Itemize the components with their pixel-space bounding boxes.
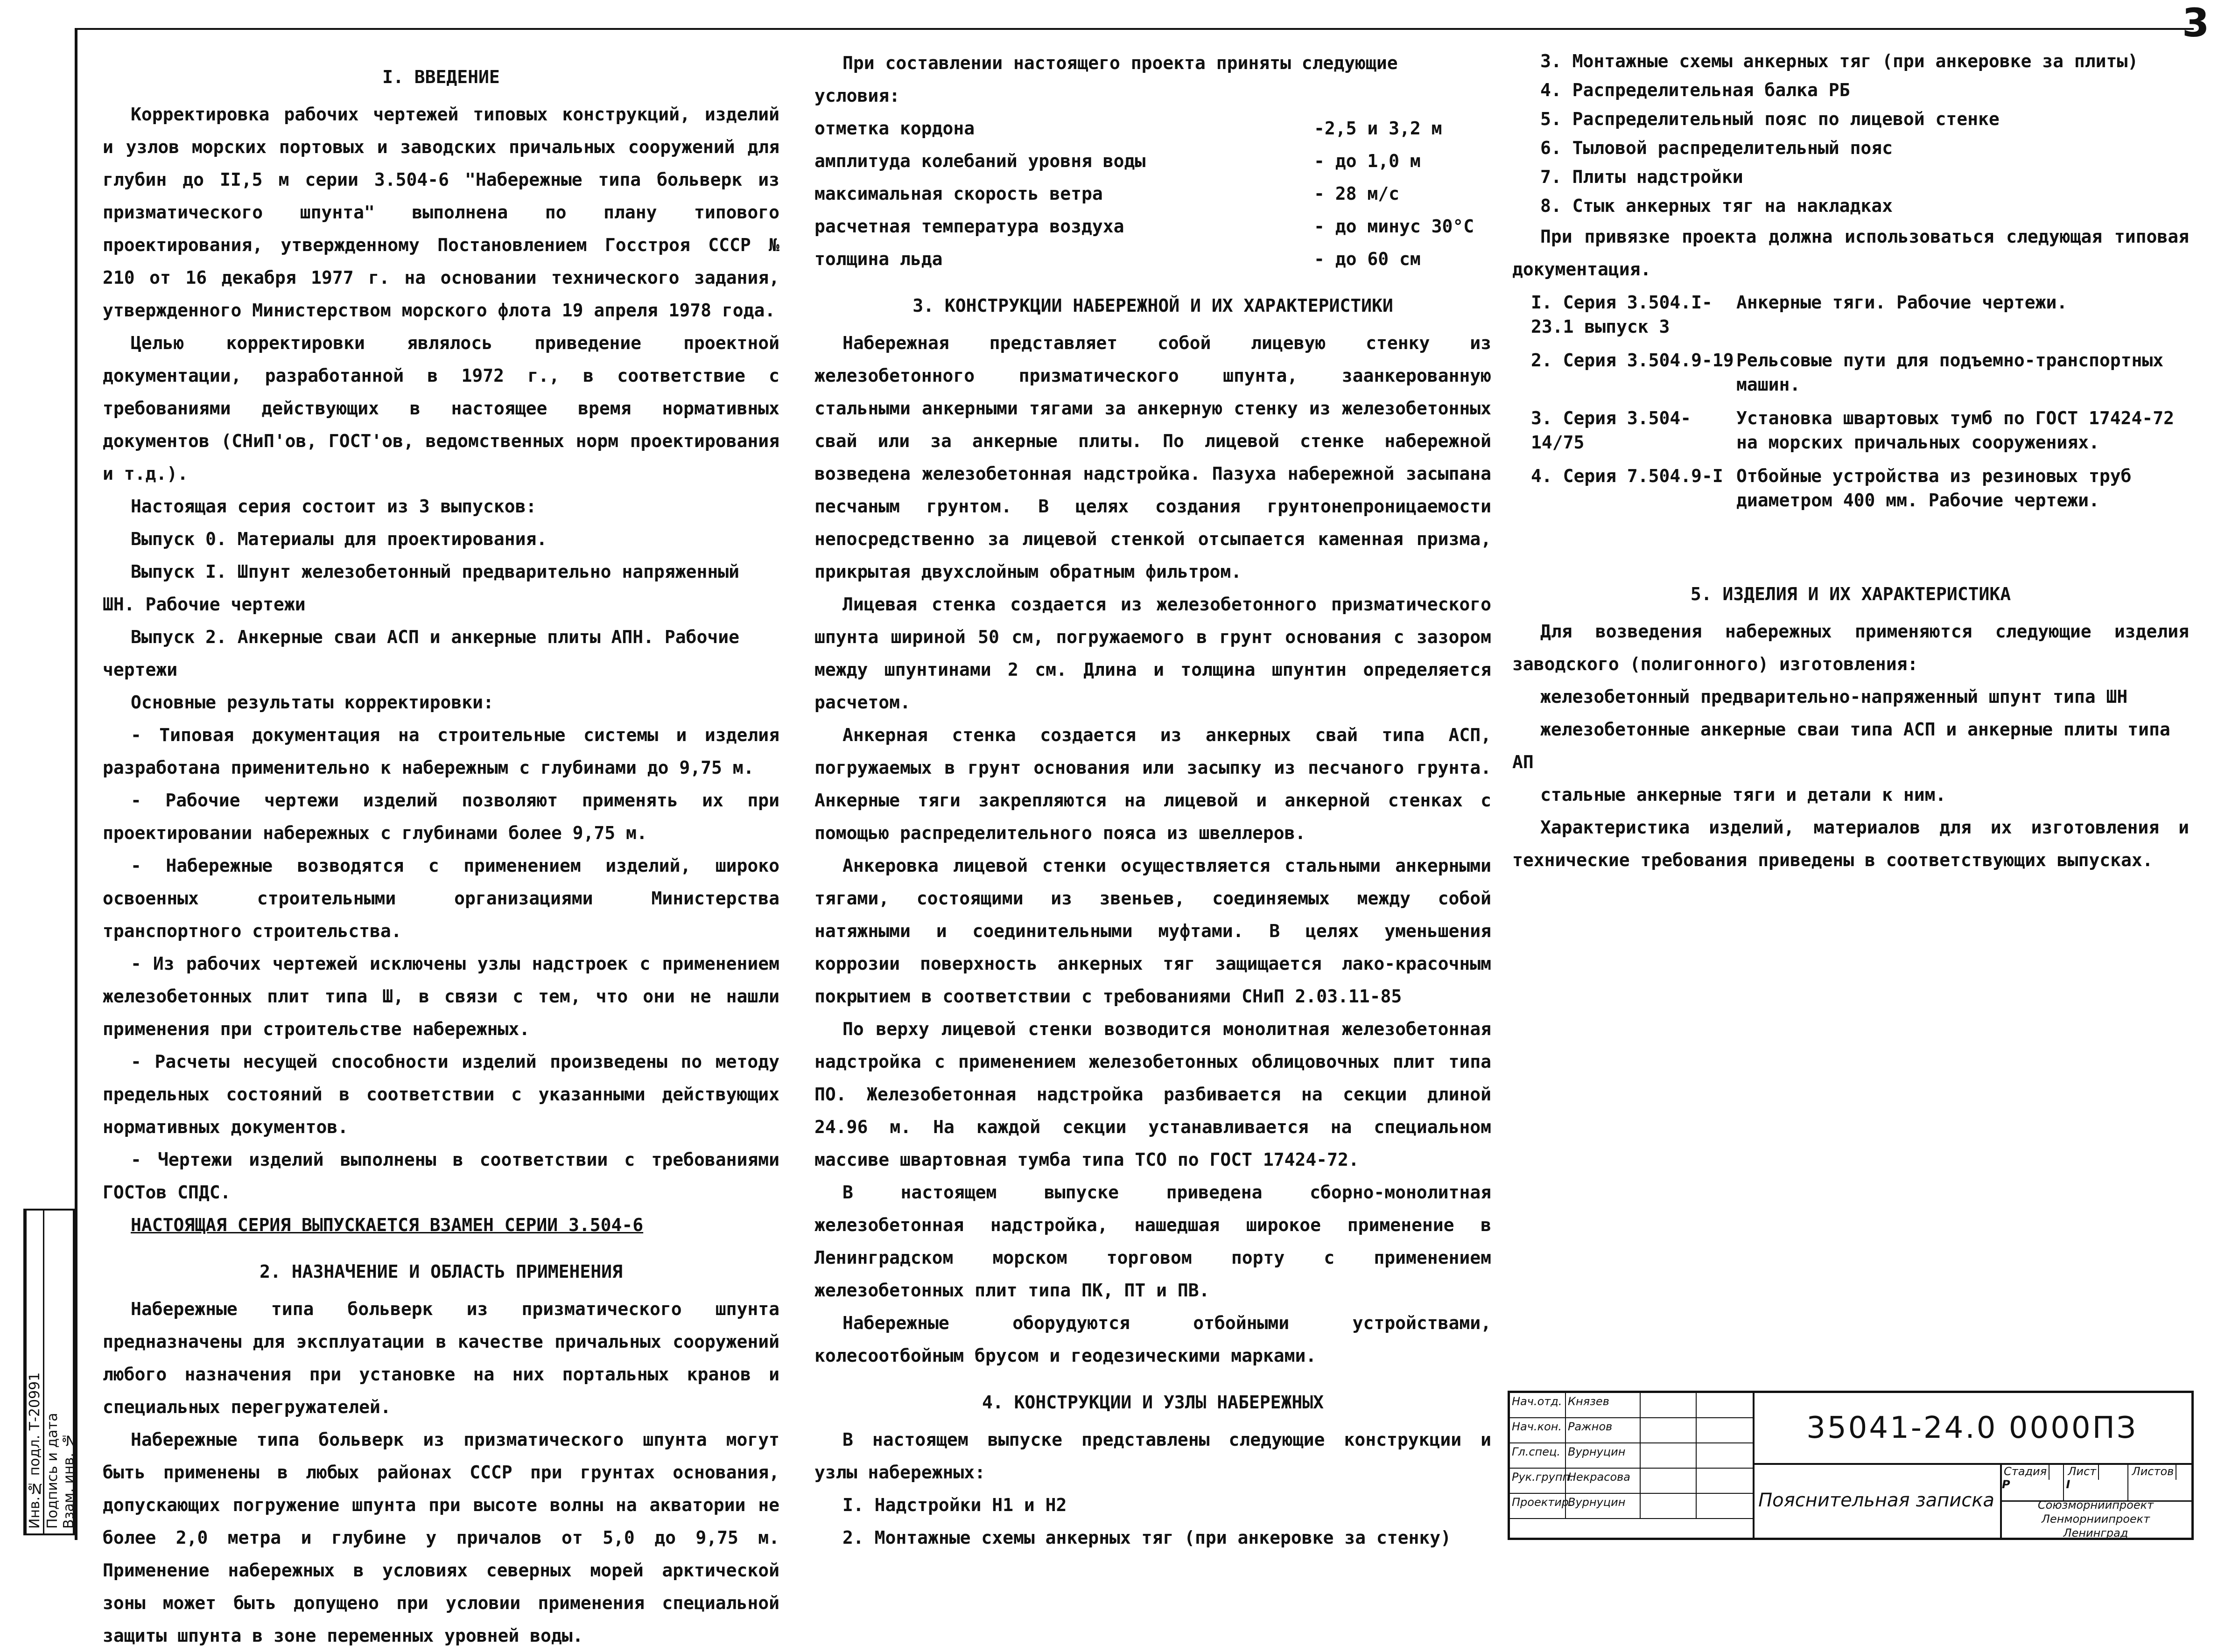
issue-item: Выпуск 2. Анкерные сваи АСП и анкерные плиты АПН. Рабочие чертежи bbox=[103, 627, 740, 680]
paragraph: В настоящем выпуске приведена сборно-монолитная железобетонная надстройка, нашедшая широкое применение в Ленинградском морском торговом порту с применением железобетонных плит типа ПК, ПТ и ПВ. bbox=[814, 1182, 1491, 1301]
section-2-title: 2. НАЗНАЧЕНИЕ И ОБЛАСТЬ ПРИМЕНЕНИЯ bbox=[260, 1261, 623, 1282]
condition-row: амплитуда колебаний уровня воды - до 1,0 м bbox=[814, 151, 1421, 171]
issue-item: Выпуск I. Шпунт железобетонный предварительно напряженный ШН. Рабочие чертежи bbox=[103, 561, 740, 615]
series-row: 2. Серия 3.504.9-19 Рельсовые пути для подъемно-транспортных машин. bbox=[1531, 350, 2164, 395]
binding-intro: При привязке проекта должна использоваться следующая типовая документация. bbox=[1512, 226, 2189, 280]
paragraph: По верху лицевой стенки возводится монолитная железобетонная надстройка с применением железобетонных облицовочных плит типа ПО. Железобетонная надстройка разбивается на секции длиной 24.96 м. На каждой секции устанавливается на специальном массиве швартовная тумба типа ТСО по ГОСТ 17424-72. bbox=[814, 1019, 1491, 1170]
section-1-title: I. ВВЕДЕНИЕ bbox=[382, 67, 500, 87]
paragraph: Анкерная стенка создается из анкерных свай типа АСП, погружаемых в грунт основания или засыпку из песчаного грунта. Анкерные тяги закрепляются на лицевой и анкерной стенках с помощью распределительного пояса из швеллеров. bbox=[814, 725, 1491, 843]
paragraph: Характеристика изделий, материалов для их изготовления и технические требования приведены в соответствующих выпусках. bbox=[1512, 817, 2189, 870]
inventory-number: Инв.№ подл. Т-20991 bbox=[25, 1211, 43, 1533]
signature-row: Нач.кон. Ражнов bbox=[1510, 1418, 1753, 1443]
paragraph: Основные результаты корректировки: bbox=[131, 692, 494, 713]
binding-stamp-strip bbox=[23, 1209, 75, 1535]
list-item: 6. Тыловой распределительный пояс bbox=[1540, 138, 1893, 158]
section-4-title: 4. КОНСТРУКЦИИ И УЗЛЫ НАБЕРЕЖНЫХ bbox=[982, 1392, 1324, 1413]
list-item: стальные анкерные тяги и детали к ним. bbox=[1540, 784, 1946, 805]
column-2 bbox=[814, 47, 1491, 1554]
document-name: Пояснительная записка bbox=[1753, 1463, 2002, 1538]
sheet-cell: Лист I bbox=[2064, 1463, 2128, 1500]
list-item: железобетонные анкерные сваи типа АСП и анкерные плиты типа АП bbox=[1512, 719, 2170, 772]
series-replacement-note: НАСТОЯЩАЯ СЕРИЯ ВЫПУСКАЕТСЯ ВЗАМЕН СЕРИИ 3.504-6 bbox=[131, 1215, 644, 1235]
list-item: 2. Монтажные схемы анкерных тяг (при анкеровке за стенку) bbox=[842, 1527, 1452, 1548]
paragraph: Целью корректировки являлось приведение проектной документации, разработанной в 1972 г., в соответствие с требованиями действующих в настоящее время нормативных документов (СНиП'ов, ГОСТ'ов, ведомственных норм проектирования и т.д.). bbox=[103, 333, 779, 484]
bullet-item: - Типовая документация на строительные системы и изделия разработана применительно к набережным с глубинами до 9,75 м. bbox=[103, 725, 779, 778]
title-block bbox=[1508, 1391, 2194, 1540]
list-item: 4. Распределительная балка РБ bbox=[1540, 80, 1850, 100]
conditions-intro: При составлении настоящего проекта приняты следующие условия: bbox=[814, 53, 1398, 106]
sheet-number: 3 bbox=[2182, 0, 2210, 46]
paragraph: Набережная представляет собой лицевую стенку из железобетонного призматического шпунта, заанкерованную стальными анкерными тягами за анкерную стенку из железобетонных свай или за анкерные плиты. По лицевой стенке набережной возведена железобетонная надстройка. Пазуха набережной засыпана песчаным грунтом. В целях создания грунтонепроницаемости непосредственно за лицевой стенкой отсыпается каменная призма, прикрытая двухслойным обратным фильтром. bbox=[814, 333, 1491, 582]
condition-row: толщина льда - до 60 см bbox=[814, 249, 1421, 269]
signature-row: Гл.спец. Вурнуцин bbox=[1510, 1443, 1753, 1469]
bullet-item: - Из рабочих чертежей исключены узлы надстроек с применением железобетонных плит типа Ш, в связи с тем, что они не нашли применения при строительстве набережных. bbox=[103, 953, 779, 1039]
condition-row: расчетная температура воздуха - до минус 30°С bbox=[814, 216, 1474, 237]
stage-sheet-table bbox=[2000, 1463, 2191, 1502]
signature-table bbox=[1510, 1393, 1755, 1538]
paragraph: Корректировка рабочих чертежей типовых конструкций, изделий и узлов морских портовых и заводских причальных сооружений для глубин до II,5 м серии 3.504-6 "Набережные типа больверк из призматического шпунта" выполнена по плану типового проектирования, утвержденному Постановлением Госстроя СССР № 210 от 16 декабря 1977 г. на основании технического задания, утвержденного Министерством морского флота 19 апреля 1978 года. bbox=[103, 104, 779, 321]
issue-item: Выпуск 0. Материалы для проектирования. bbox=[131, 529, 547, 549]
signature-row: Рук.групп. Некрасова bbox=[1510, 1469, 1753, 1494]
sheets-cell: Листов bbox=[2128, 1463, 2191, 1500]
list-item: 7. Плиты надстройки bbox=[1540, 167, 1743, 187]
bullet-item: - Расчеты несущей способности изделий произведены по методу предельных состояний в соответствии с указанными действующих нормативных документов. bbox=[103, 1051, 779, 1137]
bullet-item: - Набережные возводятся с применением изделий, широко освоенных строительными организациями Министерства транспортного строительства. bbox=[103, 855, 779, 941]
condition-row: максимальная скорость ветра - 28 м/с bbox=[814, 183, 1400, 204]
bullet-item: - Чертежи изделий выполнены в соответствии с требованиями ГОСТов СПДС. bbox=[103, 1149, 779, 1203]
signature-row: Нач.отд. Князев bbox=[1510, 1393, 1753, 1418]
section-5-title: 5. ИЗДЕЛИЯ И ИХ ХАРАКТЕРИСТИКА bbox=[1690, 584, 2011, 604]
document-code: 35041-24.0 0000ПЗ bbox=[1753, 1393, 2191, 1465]
series-row: 4. Серия 7.504.9-I Отбойные устройства из резиновых труб диаметром 400 мм. Рабочие чертежи. bbox=[1531, 466, 2132, 511]
list-item: 5. Распределительный пояс по лицевой стенке bbox=[1540, 109, 2000, 129]
bullet-item: - Рабочие чертежи изделий позволяют применять их при проектировании набережных с глубинами более 9,75 м. bbox=[103, 790, 779, 843]
list-item: 3. Монтажные схемы анкерных тяг (при анкеровке за плиты) bbox=[1540, 51, 2139, 71]
organization: Союзморниипроект Ленморниипроект Ленинград bbox=[2037, 1498, 2154, 1540]
series-row: I. Серия 3.504.I-23.1 выпуск 3 Анкерные тяги. Рабочие чертежи. bbox=[1531, 292, 2068, 337]
list-item: железобетонный предварительно-напряженный шпунт типа ШН bbox=[1540, 686, 2128, 707]
paragraph: Набережные типа больверк из призматического шпунта могут быть применены в любых районах СССР при грунтах основания, допускающих погружение шпунта при высоте волны на акватории не более 2,0 метра и глубине у причалов от 5,0 до 9,75 м. Применение набережных в условиях северных морей арктической зоны может быть допущено при условии применения специальной защиты шпунта в зоне переменных уровней воды. bbox=[103, 1429, 779, 1646]
condition-row: отметка кордона -2,5 и 3,2 м bbox=[814, 118, 1442, 139]
signature-date-field: Подпись и дата bbox=[43, 1211, 61, 1533]
paragraph: Набережные оборудуются отбойными устройствами, колесоотбойным брусом и геодезическими марками. bbox=[814, 1313, 1491, 1366]
stage-cell: Стадия Р bbox=[2000, 1463, 2064, 1500]
paragraph: Для возведения набережных применяются следующие изделия заводского (полигонного) изготовления: bbox=[1512, 621, 2189, 674]
paragraph: Настоящая серия состоит из 3 выпусков: bbox=[131, 496, 537, 517]
replacement-inventory-field: Взам. инв. № bbox=[61, 1432, 77, 1529]
column-1 bbox=[103, 47, 779, 1652]
signature-row: Проектир. Вурнуцин bbox=[1510, 1494, 1753, 1519]
paragraph: Набережные типа больверк из призматического шпунта предназначены для эксплуатации в качестве причальных сооружений любого назначения при установке на них портальных кранов и специальных перегружателей. bbox=[103, 1299, 779, 1417]
paragraph: Анкеровка лицевой стенки осуществляется стальными анкерными тягами, состоящими из звеньев, соединяемых между собой натяжными и соединительными муфтами. В целях уменьшения коррозии поверхность анкерных тяг защищается лако-красочным покрытием в соответствии с требованиями СНиП 2.03.11-85 bbox=[814, 855, 1491, 1007]
column-3 bbox=[1512, 47, 2189, 876]
list-item: 8. Стык анкерных тяг на накладках bbox=[1540, 196, 1893, 216]
series-row: 3. Серия 3.504-14/75 Установка швартовых тумб по ГОСТ 17424-72 на морских причальных сооружениях. bbox=[1531, 408, 2174, 453]
paragraph: Лицевая стенка создается из железобетонного призматического шпунта шириной 50 см, погружаемого в грунт основания с зазором между шпунтинами 2 см. Длина и толщина шпунтин определяется расчетом. bbox=[814, 594, 1491, 713]
list-item: I. Надстройки Н1 и Н2 bbox=[842, 1495, 1067, 1515]
paragraph: В настоящем выпуске представлены следующие конструкции и узлы набережных: bbox=[814, 1429, 1491, 1483]
section-3-title: 3. КОНСТРУКЦИИ НАБЕРЕЖНОЙ И ИХ ХАРАКТЕРИСТИКИ bbox=[912, 295, 1393, 316]
